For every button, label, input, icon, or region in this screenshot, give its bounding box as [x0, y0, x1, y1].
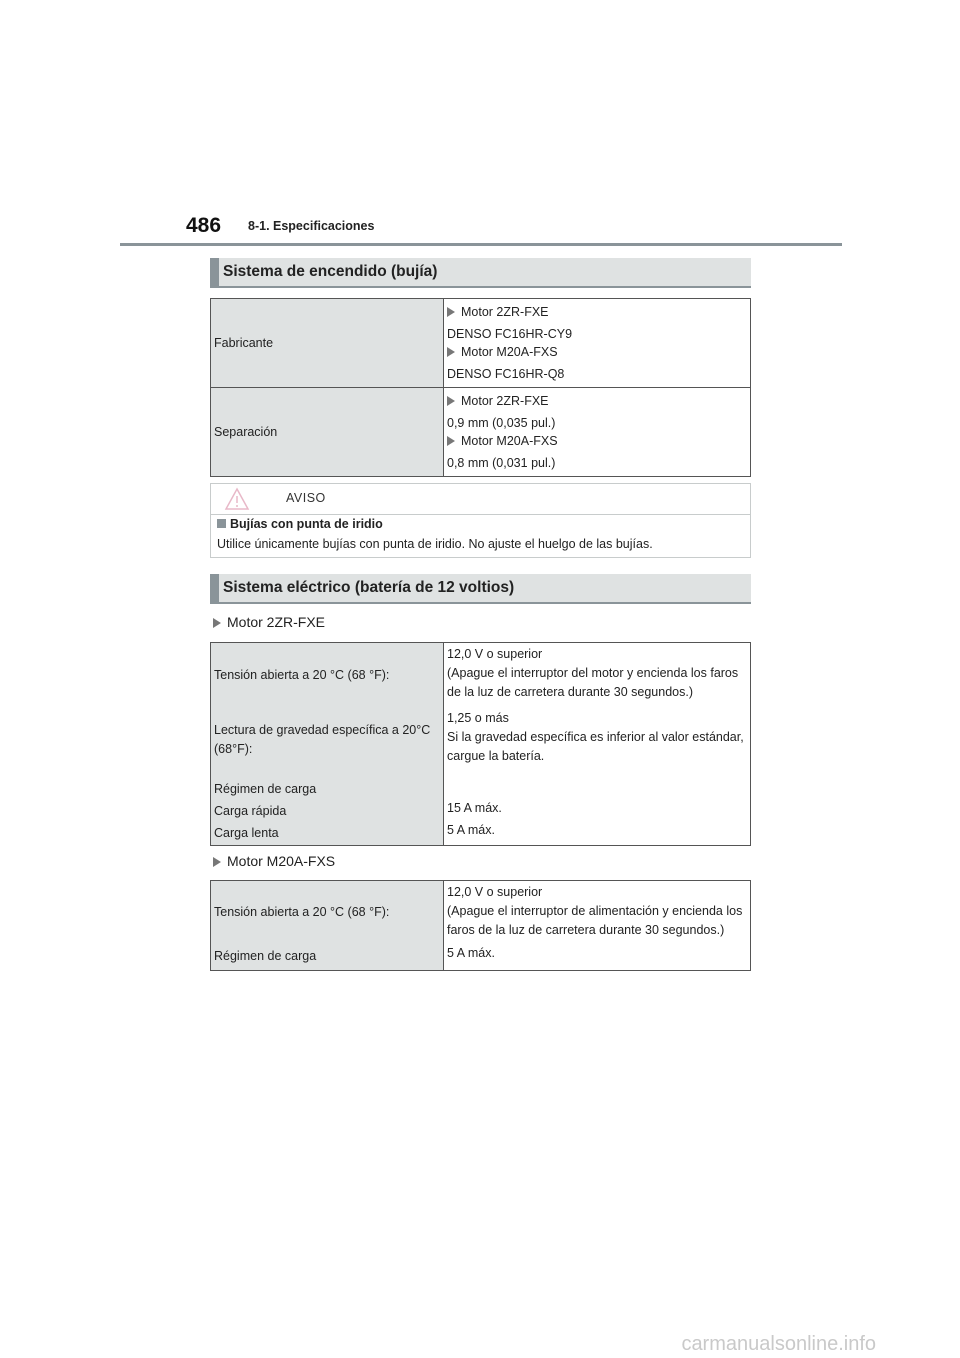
engine-line: Motor 2ZR-FXE: [447, 303, 750, 321]
voltage-note: de la luz de carretera durante 30 segundos.): [447, 685, 693, 699]
voltage-value: 12,0 V o superior: [447, 647, 543, 661]
gravity-label: Lectura de gravedad específica a 20°C (68°F):: [214, 723, 431, 756]
voltage-label: Tensión abierta a 20 °C (68 °F):: [214, 668, 390, 682]
voltage-label: Tensión abierta a 20 °C (68 °F):: [214, 905, 390, 919]
notice-box: [210, 483, 751, 558]
gravity-note: Si la gravedad específica es inferior al valor estándar,: [447, 730, 744, 744]
battery-labels: [211, 881, 444, 971]
engine-2zr-label: Motor 2ZR-FXE: [213, 614, 325, 630]
manufacturer-value: [444, 299, 751, 388]
voltage-value: 12,0 V o superior: [447, 885, 543, 899]
warning-triangle-icon: [224, 487, 250, 511]
table-row: [211, 643, 751, 846]
charge-rate-label: Régimen de carga: [214, 782, 317, 796]
spark-plug-model: DENSO FC16HR-Q8: [447, 367, 565, 381]
spark-plug-model: DENSO FC16HR-CY9: [447, 327, 573, 341]
voltage-note: (Apague el interruptor del motor y encienda los faros: [447, 666, 739, 680]
electrical-section-title: Sistema eléctrico (batería de 12 voltios): [223, 579, 515, 596]
battery-values: [444, 643, 751, 846]
page-number: 486: [186, 214, 222, 237]
triangle-bullet-icon: [213, 618, 221, 628]
engine-line: Motor M20A-FXS: [447, 432, 750, 450]
gap-value: [444, 388, 751, 477]
fast-charge-value: 15 A máx.: [447, 801, 502, 815]
table-row: [211, 299, 751, 388]
notice-body: Utilice únicamente bujías con punta de iridio. No ajuste el huelgo de las bujías.: [217, 537, 653, 551]
slow-charge-label: Carga lenta: [214, 826, 279, 840]
gap-measurement: 0,9 mm (0,035 pul.): [447, 416, 556, 430]
electrical-section-heading: [210, 574, 751, 604]
battery-table-2zr: [210, 642, 751, 846]
ignition-spec-table: [210, 298, 751, 477]
notice-subheading: Bujías con punta de iridio: [217, 517, 383, 531]
notice-header: [211, 484, 750, 515]
section-title: 8-1. Especificaciones: [248, 219, 375, 233]
square-bullet-icon: [217, 519, 226, 528]
table-row: [211, 388, 751, 477]
slow-charge-value: 5 A máx.: [447, 823, 495, 837]
triangle-bullet-icon: [447, 347, 455, 357]
fast-charge-label: Carga rápida: [214, 804, 287, 818]
battery-labels: [211, 643, 444, 846]
heading-accent-bar: [210, 574, 219, 602]
gap-measurement: 0,8 mm (0,031 pul.): [447, 456, 556, 470]
gap-label: Separación: [211, 388, 444, 477]
table-row: [211, 881, 751, 971]
battery-values: [444, 881, 751, 971]
heading-accent-bar: [210, 258, 219, 286]
watermark: carmanualsonline.info: [681, 1333, 876, 1355]
triangle-bullet-icon: [447, 436, 455, 446]
engine-m20a-label: Motor M20A-FXS: [213, 853, 335, 869]
engine-line: Motor 2ZR-FXE: [447, 392, 750, 410]
voltage-note: (Apague el interruptor de alimentación y encienda los: [447, 904, 743, 918]
notice-heading: AVISO: [286, 491, 326, 505]
charge-rate-label: Régimen de carga: [214, 949, 317, 963]
charge-rate-value: 5 A máx.: [447, 946, 495, 960]
gravity-note: cargue la batería.: [447, 749, 545, 763]
engine-line: Motor M20A-FXS: [447, 343, 750, 361]
ignition-section-heading: [210, 258, 751, 288]
gravity-value: 1,25 o más: [447, 711, 509, 725]
manufacturer-label: Fabricante: [211, 299, 444, 388]
triangle-bullet-icon: [447, 396, 455, 406]
battery-table-m20a: [210, 880, 751, 971]
voltage-note: faros de la luz de carretera durante 30 segundos.): [447, 923, 725, 937]
header-divider: [120, 243, 842, 246]
triangle-bullet-icon: [447, 307, 455, 317]
ignition-section-title: Sistema de encendido (bujía): [223, 263, 438, 280]
triangle-bullet-icon: [213, 857, 221, 867]
